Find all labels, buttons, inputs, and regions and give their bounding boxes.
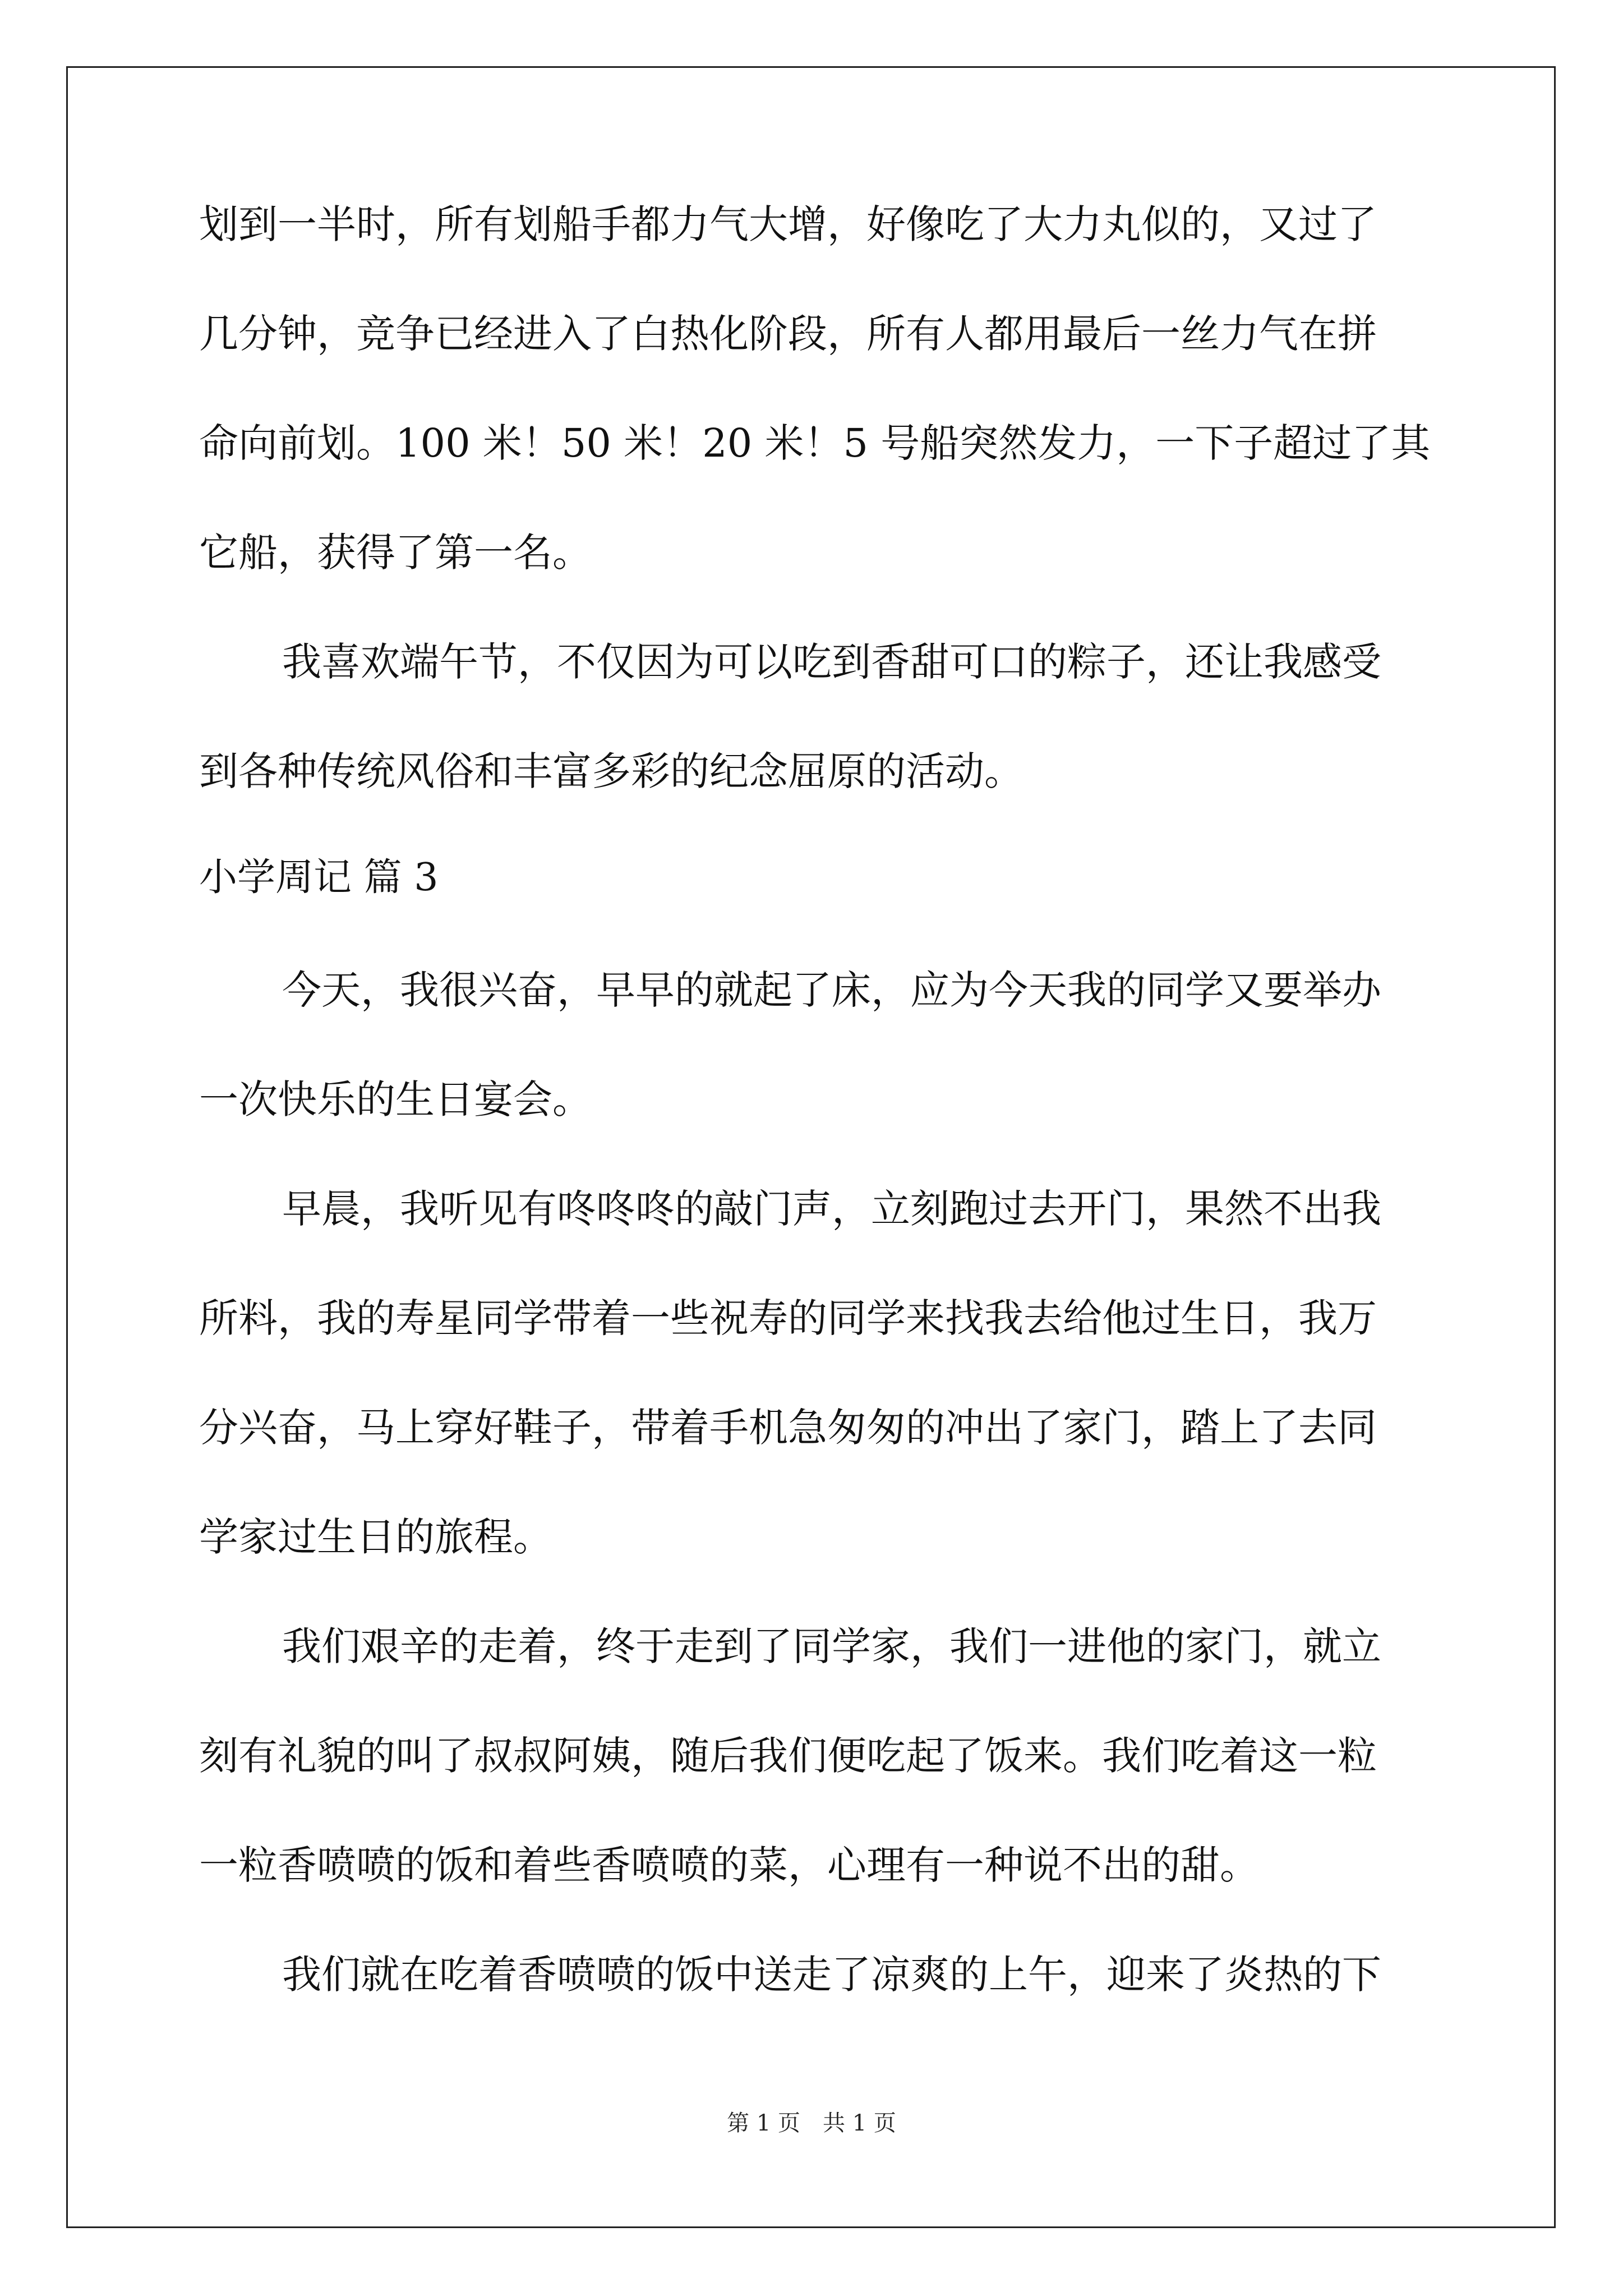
- text-line-3: 命向前划。100 米！50 米！20 米！5 号船突然发力，一下子超过了其: [199, 420, 1431, 466]
- paragraph-start-3: 早晨，我听见有咚咚咚的敲门声，立刻跑过去开门，果然不出我: [282, 1186, 1381, 1232]
- page-border: [66, 66, 1556, 2228]
- text-line-13: 学家过生日的旅程。: [199, 1514, 552, 1560]
- text-line-15: 刻有礼貌的叫了叔叔阿姨，随后我们便吃起了饭来。我们吃着这一粒: [199, 1733, 1377, 1779]
- text-line-1: 划到一半时，所有划船手都力气大增，好像吃了大力丸似的，又过了: [199, 201, 1377, 247]
- paragraph-start-4: 我们艰辛的走着，终于走到了同学家，我们一进他的家门，就立: [282, 1623, 1381, 1669]
- text-line-6: 到各种传统风俗和丰富多彩的纪念屈原的活动。: [199, 748, 1023, 794]
- text-line-16: 一粒香喷喷的饭和着些香喷喷的菜，心理有一种说不出的甜。: [199, 1842, 1259, 1888]
- paragraph-start-1: 我喜欢端午节，不仅因为可以吃到香甜可口的粽子，还让我感受: [282, 639, 1381, 685]
- page-number-footer: 第 1 页 共 1 页: [727, 2110, 896, 2136]
- text-line-9: 一次快乐的生日宴会。: [199, 1076, 592, 1122]
- text-line-11: 所料，我的寿星同学带着一些祝寿的同学来找我去给他过生日，我万: [199, 1295, 1377, 1341]
- text-line-12: 分兴奋，马上穿好鞋子，带着手机急匆匆的冲出了家门，踏上了去同: [199, 1405, 1377, 1451]
- text-line-2: 几分钟，竞争已经进入了白热化阶段，所有人都用最后一丝力气在拼: [199, 311, 1377, 357]
- paragraph-start-5: 我们就在吃着香喷喷的饭中送走了凉爽的上午，迎来了炎热的下: [282, 1952, 1381, 1998]
- paragraph-start-2: 今天，我很兴奋，早早的就起了床，应为今天我的同学又要举办: [282, 967, 1381, 1013]
- text-line-4: 它船，获得了第一名。: [199, 530, 592, 576]
- section-heading: 小学周记 篇 3: [199, 855, 439, 900]
